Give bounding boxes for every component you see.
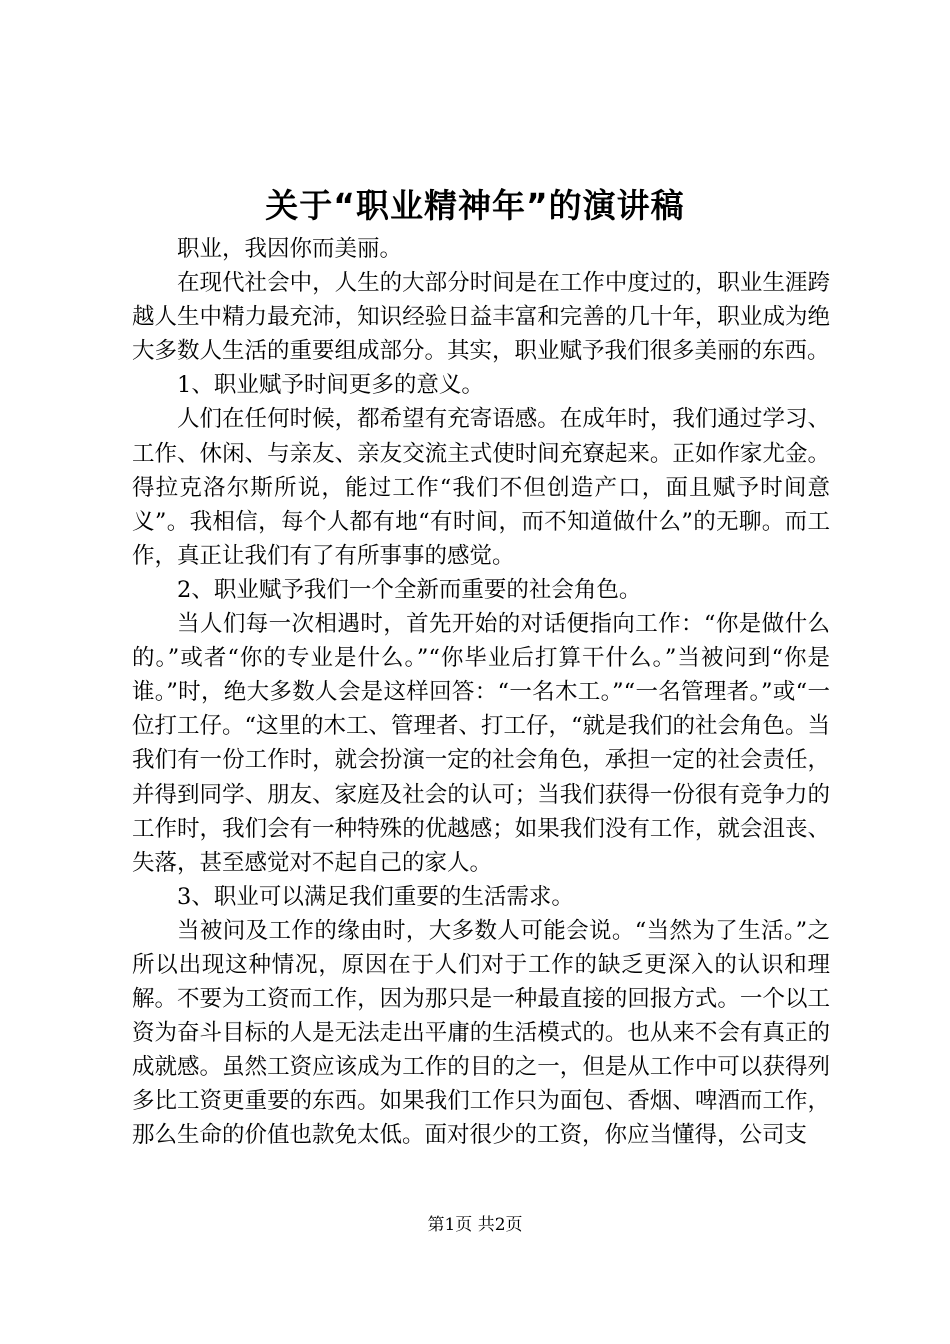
paragraph: 当被问及工作的缘由时，大多数人可能会说。“当然为了生活。”之所以出现这种情况，原因在于人们对于工作的缺乏更深入的认识和理解。不要为工资而工作，因为那只是一种最直接的回报方式。一个以工资为奋斗目标的人是无法走出平庸的生活模式的。也从来不会有真正的成就感。虽然工资应该成为工作的目的之一，但是从工作中可以获得列多比工资更重要的东西。如果我们工作只为面包、香烟、啤酒而工作，那么生命的价值也款免太低。面对很少的工资，你应当懂得，公司支 — [132, 917, 830, 1149]
section-heading: 1、职业赋予时间更多的意义。 — [177, 372, 484, 399]
document-title: 关于“职业精神年”的演讲稿 — [265, 186, 685, 225]
document-body — [132, 232, 830, 1153]
page-number-footer: 第1页 共2页 — [427, 1215, 523, 1235]
section-heading: 2、职业赋予我们一个全新而重要的社会角色。 — [177, 576, 642, 603]
paragraph: 人们在任何时候，都希望有充寄语感。在成年时，我们通过学习、工作、休闲、与亲友、亲友交流主式使时间充寮起来。正如作家尤金。得拉克洛尔斯所说，能过工作“我们不但创造产口，面且赋予时间意义”。我相信，每个人都有地“有时间，而不知道做什么”的无聊。而工作，真正让我们有了有所事事的感觉。 — [132, 406, 830, 569]
section-heading: 3、职业可以满足我们重要的生活需求。 — [177, 883, 574, 910]
paragraph: 在现代社会中，人生的大部分时间是在工作中度过的，职业生涯跨越人生中精力最充沛，知识经验日益丰富和完善的几十年，职业成为绝大多数人生活的重要组成部分。其实，职业赋予我们很多美丽的东西。 — [132, 270, 830, 365]
paragraph: 当人们每一次相遇时，首先开始的对话便指向工作：“你是做什么的。”或者“你的专业是什么。”“你毕业后打算干什么。”当被问到“你是谁。”时，绝大多数人会是这样回答：“一名木工。”“一名管理者。”或“一位打工仔。“这里的木工、管理者、打工仔，“就是我们的社会角色。当我们有一份工作时，就会扮演一定的社会角色，承担一定的社会责任，并得到同学、朋友、家庭及社会的认可；当我们获得一份很有竞争力的工作时，我们会有一种特殊的优越感；如果我们没有工作，就会沮丧、失落，甚至感觉对不起自己的家人。 — [132, 611, 831, 876]
paragraph: 职业，我因你而美丽。 — [177, 236, 403, 262]
